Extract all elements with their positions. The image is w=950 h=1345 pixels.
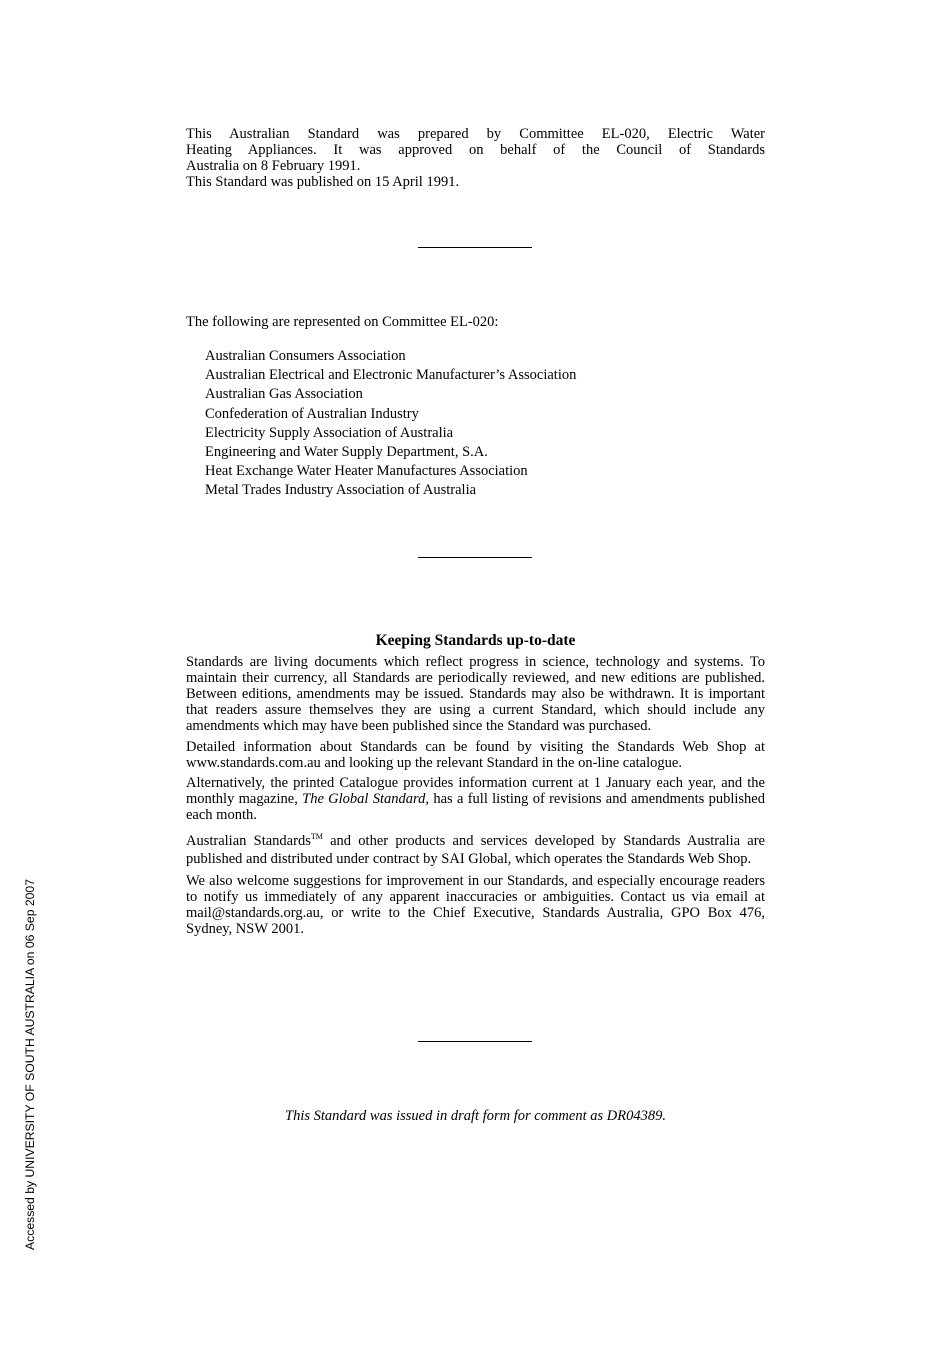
published-date: This Standard was published on 15 April 1991.: [186, 174, 460, 190]
committee-member: Australian Consumers Association: [205, 348, 406, 364]
divider-rule-3: [418, 1041, 532, 1042]
australian-standards-text: Australian Standards: [186, 832, 311, 849]
prepared-line-2: Heating Appliances. It was approved on behalf of the Council of Standards: [186, 142, 765, 158]
committee-member: Confederation of Australian Industry: [205, 405, 419, 422]
paragraph-living-documents: Standards are living documents which reflect progress in science, technology and systems. To maintain their currency, all Standards are periodically reviewed, and new editions are published. Between editions, amendments may be issued. Standards may also be withdrawn. It is important that readers assure themselves they are using a current Standard, which should include any amendments which may have been published since the Standard was purchased.: [186, 654, 765, 734]
divider-rule-2: [418, 557, 532, 558]
paragraph-web-shop: Detailed information about Standards can be found by visiting the Standards Web Shop at www.standards.com.au and looking up the relevant Standard in the on-line catalogue.: [186, 738, 765, 771]
sai-global-text: and other products and services developed by Standards Australia are published and distributed under contract by SAI Global, which operates the Standards Web Shop.: [186, 832, 765, 867]
paragraph-catalogue: [186, 775, 765, 823]
committee-member: Metal Trades Industry Association of Australia: [205, 482, 477, 499]
draft-note: This Standard was issued in draft form for comment as DR04389.: [285, 1108, 666, 1124]
committee-member: Engineering and Water Supply Department, S.A.: [205, 443, 488, 460]
committee-member: Australian Electrical and Electronic Manufacturer’s Association: [205, 367, 577, 384]
paragraph-sai-global: [186, 828, 765, 869]
magazine-title: The Global Standard: [302, 791, 426, 807]
committee-member: Heat Exchange Water Heater Manufactures Association: [205, 463, 528, 480]
paragraph-suggestions: We also welcome suggestions for improvement in our Standards, and especially encourage readers to notify us immediately of any apparent inaccuracies or ambiguities. Contact us via email at mail@standards.org.au, or write to the Chief Executive, Standards Australia, GPO Box 476, Sydney, NSW 2001.: [186, 873, 765, 937]
access-watermark: Accessed by UNIVERSITY OF SOUTH AUSTRALIA on 06 Sep 2007: [23, 879, 37, 1250]
section-heading: Keeping Standards up-to-date: [375, 632, 576, 649]
preamble: [186, 126, 765, 190]
trademark-symbol: TM: [310, 831, 323, 841]
keeping-body: [186, 654, 765, 942]
committee-member: Australian Gas Association: [205, 386, 363, 403]
catalogue-text-before: Alternatively, the printed Catalogue provides information current at 1 January each year, and the monthly magazine,: [186, 775, 765, 807]
prepared-line-1: This Australian Standard was prepared by Committee EL-020, Electric Water: [186, 126, 765, 142]
prepared-line-3: Australia on 8 February 1991.: [186, 158, 361, 174]
committee-members-list: [205, 347, 765, 501]
committee-member: Electricity Supply Association of Australia: [205, 424, 454, 441]
catalogue-text-after: , has a full listing of revisions and amendments published each month.: [186, 791, 765, 823]
committee-intro: The following are represented on Committee EL-020:: [186, 314, 499, 330]
divider-rule-1: [418, 247, 532, 248]
